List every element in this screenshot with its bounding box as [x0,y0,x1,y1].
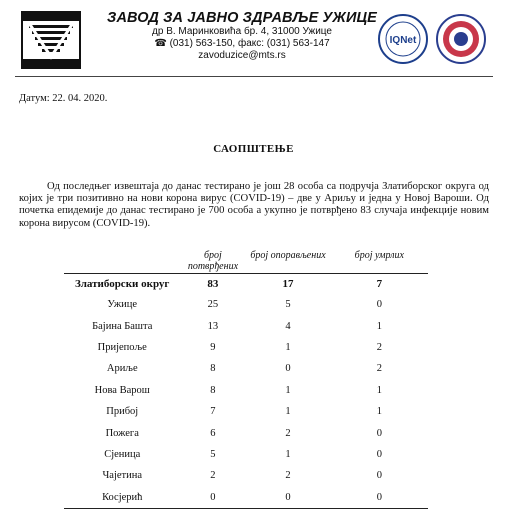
cell-confirmed: 13 [207,320,219,332]
document-date: Датум: 22. 04. 2020. [19,93,108,104]
cell-deaths: 0 [376,491,382,503]
cell-confirmed: 25 [207,299,219,311]
table-row [64,380,428,401]
cell-deaths: 1 [376,384,382,396]
organization-name: ЗАВОД ЗА ЈАВНО ЗДРАВЉЕ УЖИЦЕ [107,10,377,26]
cell-recovered: 2 [285,427,291,439]
cell-deaths: 0 [376,448,382,460]
cell-confirmed: 9 [210,341,216,353]
table-row [64,358,428,379]
document-title: САОПШТЕЊЕ [213,143,294,155]
cell-confirmed: 5 [210,448,216,460]
table-row-total [64,274,428,295]
cell-region: Пријепоље [97,341,147,353]
cell-deaths: 7 [376,278,383,290]
cell-region: Нова Варош [94,384,150,396]
organization-block [97,10,387,62]
cell-recovered: 5 [285,299,291,311]
cell-region: Пожега [105,427,139,439]
iqnet-label: IQNet [389,35,417,46]
table-row [64,315,428,336]
cases-table [64,250,428,509]
letterhead [15,8,493,74]
cell-deaths: 0 [376,470,382,482]
organization-email: zavoduzice@mts.rs [198,50,286,61]
cell-deaths: 2 [376,341,382,353]
cell-confirmed: 0 [210,491,216,503]
table-row [64,422,428,443]
cell-confirmed: 8 [210,384,216,396]
cell-recovered: 2 [285,470,291,482]
cell-confirmed: 83 [207,278,219,290]
cell-region: Чајетина [102,470,143,482]
table-row [64,444,428,465]
header-recovered: број опорављених [250,250,326,261]
organization-address: др В. Маринковића бр. 4, 31000 Ужице [152,26,332,37]
cell-deaths: 1 [376,320,382,332]
cell-region: Бајина Башта [92,320,153,332]
cell-deaths: 1 [376,406,382,418]
cell-region: Златиборски округ [75,278,170,290]
cell-recovered: 1 [285,384,291,396]
header-divider [15,76,493,77]
table-row [64,401,428,422]
cell-confirmed: 8 [210,363,216,375]
cell-region: Прибој [106,406,139,418]
cell-deaths: 0 [376,299,382,311]
cell-deaths: 2 [376,363,382,375]
cell-recovered: 1 [285,341,291,353]
table-row [64,465,428,486]
cell-recovered: 0 [285,363,291,375]
cell-recovered: 1 [285,448,291,460]
cell-recovered: 17 [282,278,294,290]
cell-confirmed: 2 [210,470,216,482]
table-row [64,487,428,509]
table-row [64,294,428,315]
iqnet-certification-icon [377,13,429,65]
cell-confirmed: 7 [210,406,216,418]
cell-confirmed: 6 [210,427,216,439]
header-confirmed: број потврђених [187,250,239,272]
cell-recovered: 0 [285,491,291,503]
cell-region: Косјерић [102,491,143,503]
cell-region: Ужице [107,299,138,311]
cell-deaths: 0 [376,427,382,439]
cell-region: Сјеница [104,448,141,460]
announcement-paragraph: Од последњег извештаја до данас тестирано је још 28 особа са подручја Златиборског округа од којих је три позитивно на нови корона вирус (COVID-19) – две у Ариљу и једна у Новој Вароши. Од почетка епидемије до данас тестирано је 700 особа а укупно је потврђено 83 случаја инфекције новим корона вирусом (COVID-19). [19,181,489,229]
header-deaths: број умрлих [354,250,404,261]
table-header-row [64,250,428,274]
header-region [64,250,180,274]
cell-recovered: 1 [285,406,291,418]
organization-phone: ☎ (031) 563-150, факс: (031) 563-147 [154,38,330,49]
institute-logo-icon [21,11,81,69]
table-row [64,337,428,358]
cell-recovered: 4 [285,320,291,332]
quality-system-certificate-icon [435,13,487,65]
cell-region: Ариље [106,363,138,375]
